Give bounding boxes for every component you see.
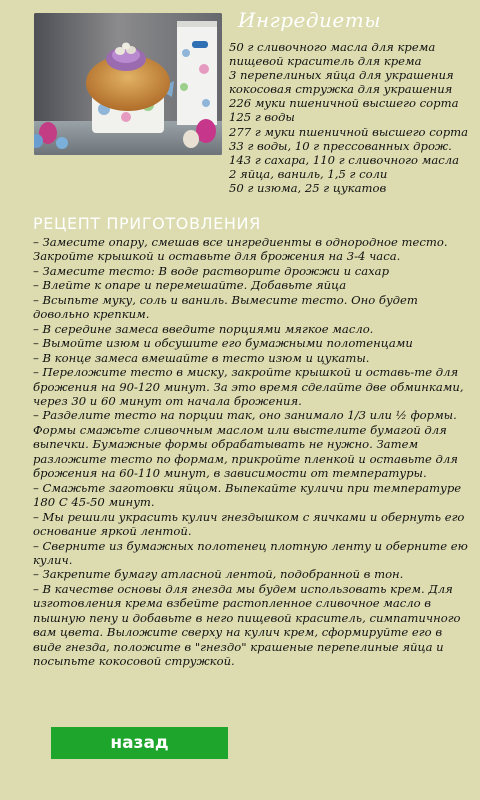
recipe-steps-list xyxy=(33,235,471,669)
ingredient-item: 50 г изюма, 25 г цукатов xyxy=(229,180,387,195)
recipe-step: – Мы решили украсить кулич гнездышком с яичками и обернуть его основание яркой лентой. xyxy=(33,509,465,539)
kulich-image xyxy=(34,13,222,155)
ingredient-item: 277 г муки пшеничной высшего сорта xyxy=(229,124,469,139)
header-section xyxy=(0,0,480,210)
recipe-step: – Влейте к опаре и перемешайте. Добавьте яйца xyxy=(33,278,347,293)
back-button[interactable]: назад xyxy=(51,727,228,759)
recipe-step: – Разделите тесто на порции так, оно занимало 1/3 или ½ формы. Формы смажьте сливочным маслом или выстелите бумагой для выпечки. Бумажные формы обрабатывать не нужно. Затем разложите тесто по формам, прикройте пленкой и оставьте для брожения на 60-110 минут, в зависимости от температуры. xyxy=(33,408,458,481)
ingredient-item: кокосовая стружка для украшения xyxy=(229,82,453,97)
ingredient-item: пищевой краситель для крема xyxy=(229,54,422,69)
recipe-step: – Закрепите бумагу атласной лентой, подобранной в тон. xyxy=(33,567,404,582)
recipe-step: – Сверните из бумажных полотенец плотную ленту и оберните ею кулич. xyxy=(33,538,468,567)
recipe-step: – В конце замеса вмешайте в тесто изюм и цукаты. xyxy=(33,350,370,365)
kulich-photo xyxy=(34,13,222,155)
ingredient-item: 33 г воды, 10 г прессованных дрож. xyxy=(229,138,452,153)
ingredient-item: 2 яйца, ваниль, 1,5 г соли xyxy=(229,166,388,181)
recipe-step: – Всыпьте муку, соль и ваниль. Вымесите тесто. Оно будет довольно крепким. xyxy=(33,292,418,322)
ingredients-title: Ингредиеты xyxy=(238,8,382,32)
ingredient-item: 226 муки пшеничной высшего сорта xyxy=(229,96,459,111)
recipe-step: – Переложите тесто в миску, закройте крышкой и оставь-те для брожения на 90-120 минут. За это время сделайте две обминками, через 30 и 60 минут от начала брожения. xyxy=(33,365,464,408)
recipe-title: РЕЦЕПТ ПРИГОТОВЛЕНИЯ xyxy=(33,214,261,233)
ingredient-item: 143 г сахара, 110 г сливочного масла xyxy=(229,152,460,167)
ingredient-item: 125 г воды xyxy=(229,110,295,125)
recipe-step: – Замесите опару, смешав все ингредиенты в однородное тесто. Закройте крышкой и оставьте для брожения на 3-4 часа. xyxy=(33,235,448,264)
recipe-step: – В середине замеса введите порциями мягкое масло. xyxy=(33,321,374,336)
recipe-step: – Смажьте заготовки яйцом. Выпекайте куличи при температуре 180 С 45-50 минут. xyxy=(33,480,462,510)
recipe-step: – Вымойте изюм и обсушите его бумажными полотенцами xyxy=(33,336,413,351)
ingredients-list xyxy=(229,40,477,195)
ingredient-item: 50 г сливочного масла для крема xyxy=(229,40,436,54)
ingredient-item: 3 перепелиных яйца для украшения xyxy=(229,68,454,83)
recipe-step: – Замесите тесто: В воде растворите дрожжи и сахар xyxy=(33,263,389,278)
recipe-step: – В качестве основы для гнезда мы будем использовать крем. Для изготовления крема взбейте растопленное сливочное масло в пышную пену и добавьте в него пищевой краситель, симпатичного вам цвета. Выложите сверху на кулич крем, сформируйте его в виде гнезда, положите в "гнездо" крашеные перепелиные яйца и посыпьте кокосовой стружкой. xyxy=(33,581,461,669)
